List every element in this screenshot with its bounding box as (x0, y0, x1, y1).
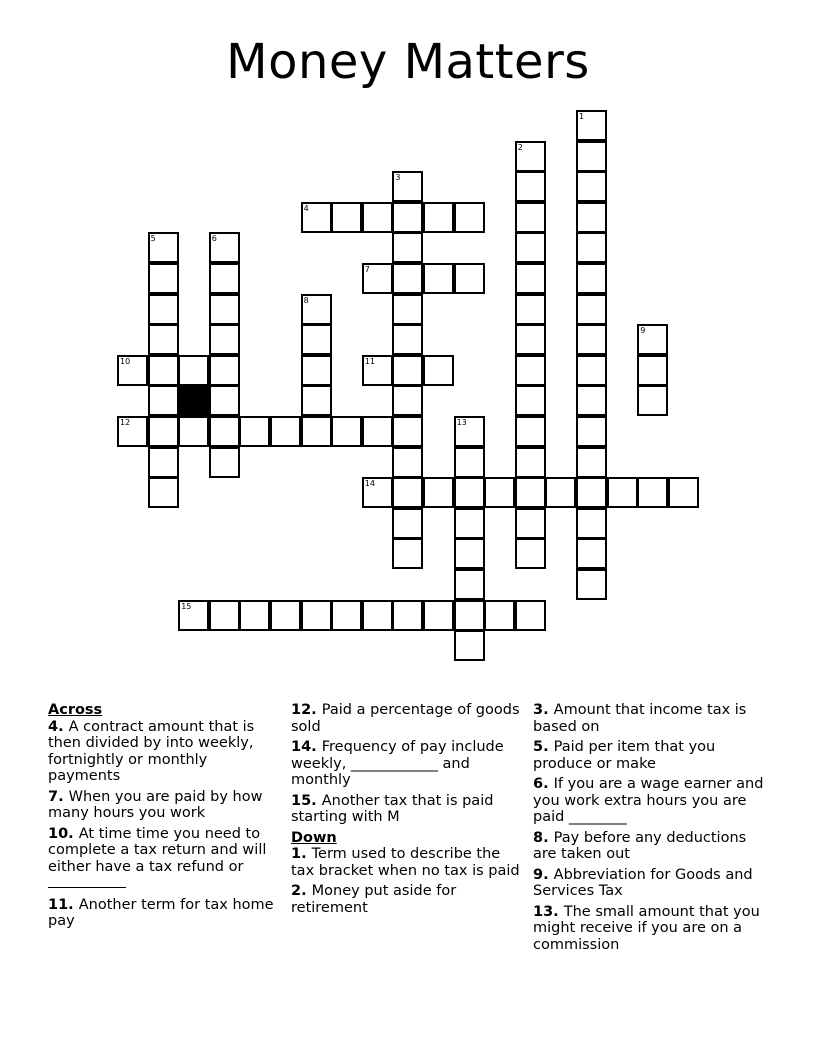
clue-text: The small amount that you might receive if you are on a commission (533, 903, 760, 953)
clue-number-label: 7. (48, 788, 69, 805)
grid-cell[interactable] (148, 294, 179, 325)
grid-cell[interactable] (454, 600, 485, 631)
clue-text: A contract amount that is then divided by into weekly, fortnightly or monthly payments (48, 718, 255, 784)
grid-cell[interactable] (484, 600, 515, 631)
grid-cell[interactable] (423, 477, 454, 508)
grid-cell[interactable] (209, 263, 240, 294)
grid-cell[interactable] (392, 477, 423, 508)
puzzle-title: Money Matters (226, 34, 590, 90)
grid-cell[interactable] (423, 355, 454, 386)
grid-cell[interactable] (392, 538, 423, 569)
clue-text: At time time you need to complete a tax return and will either have a tax refund or (48, 825, 267, 875)
grid-cell[interactable] (515, 600, 546, 631)
down-clue (291, 846, 521, 879)
down-clue (533, 702, 773, 735)
grid-cell[interactable] (637, 385, 668, 416)
grid-cell[interactable] (454, 569, 485, 600)
grid-cell[interactable] (515, 232, 546, 263)
black-cell (178, 385, 209, 416)
grid-cell[interactable] (178, 355, 209, 386)
clue-number-label: 9. (533, 866, 554, 883)
grid-cell[interactable] (392, 171, 423, 202)
grid-cell[interactable] (392, 385, 423, 416)
grid-cell[interactable] (331, 202, 362, 233)
clue-number: 10 (120, 356, 131, 366)
grid-cell[interactable] (209, 447, 240, 478)
grid-cell[interactable] (392, 600, 423, 631)
clue-number-label: 14. (291, 739, 322, 755)
across-clue (291, 793, 521, 826)
grid-cell[interactable] (392, 324, 423, 355)
grid-cell[interactable] (454, 630, 485, 661)
grid-cell[interactable] (209, 416, 240, 447)
clues-column-3 (533, 702, 773, 957)
grid-cell[interactable] (576, 263, 607, 294)
grid-cell[interactable] (239, 416, 270, 447)
grid-cell[interactable] (392, 416, 423, 447)
across-heading: Across (48, 702, 103, 718)
grid-cell[interactable] (117, 355, 148, 386)
across-clue (291, 739, 521, 789)
clue-number-label: 15. (291, 792, 322, 809)
grid-cell[interactable] (209, 232, 240, 263)
grid-cell[interactable] (515, 141, 546, 172)
grid-cell[interactable] (362, 202, 393, 233)
grid-cell[interactable] (576, 447, 607, 478)
grid-cell[interactable] (178, 416, 209, 447)
clue-number: 5 (150, 234, 156, 244)
grid-cell[interactable] (423, 202, 454, 233)
grid-cell[interactable] (576, 141, 607, 172)
grid-cell[interactable] (209, 324, 240, 355)
grid-cell[interactable] (454, 508, 485, 539)
grid-cell[interactable] (362, 600, 393, 631)
clue-text: Abbreviation for Goods and Services Tax (533, 866, 753, 899)
across-clue (48, 897, 282, 930)
grid-cell[interactable] (209, 385, 240, 416)
clue-text: Amount that income tax is based on (533, 702, 747, 735)
grid-cell[interactable] (576, 110, 607, 141)
grid-cell[interactable] (331, 600, 362, 631)
grid-cell[interactable] (576, 508, 607, 539)
clue-number-label: 6. (533, 776, 554, 792)
grid-cell[interactable] (423, 600, 454, 631)
grid-cell[interactable] (270, 416, 301, 447)
clue-number: 7 (364, 265, 370, 274)
clue-text: Money put aside for retirement (291, 883, 457, 916)
grid-cell[interactable] (392, 202, 423, 233)
clue-text: When you are paid by how many hours you work (48, 788, 263, 821)
grid-cell[interactable] (637, 324, 668, 355)
down-clue (533, 830, 773, 863)
clue-number: 1 (579, 112, 585, 121)
grid-cell[interactable] (607, 477, 638, 508)
grid-cell[interactable] (454, 447, 485, 478)
grid-cell[interactable] (392, 355, 423, 386)
grid-cell[interactable] (362, 416, 393, 447)
grid-cell[interactable] (148, 263, 179, 294)
grid-cell[interactable] (270, 600, 301, 631)
grid-cell[interactable] (392, 232, 423, 263)
grid-cell[interactable] (362, 477, 393, 508)
grid-cell[interactable] (515, 171, 546, 202)
grid-cell[interactable] (515, 294, 546, 325)
clue-number-label: 1. (291, 846, 312, 862)
grid-cell[interactable] (576, 232, 607, 263)
across-clue (48, 789, 282, 822)
grid-cell[interactable] (392, 294, 423, 325)
grid-cell[interactable] (454, 263, 485, 294)
grid-cell[interactable] (301, 202, 332, 233)
grid-cell[interactable] (331, 416, 362, 447)
clue-number: 4 (303, 203, 309, 213)
clue-number: 13 (456, 418, 467, 427)
grid-cell[interactable] (178, 600, 209, 631)
grid-cell[interactable] (362, 355, 393, 386)
grid-cell[interactable] (515, 202, 546, 233)
clue-number-label: 4. (48, 718, 69, 735)
grid-cell[interactable] (148, 232, 179, 263)
grid-cell[interactable] (148, 447, 179, 478)
clue-number-label: 12. (291, 702, 322, 718)
clue-text: If you are a wage earner and you work extra hours you are paid ________ (533, 776, 764, 825)
grid-cell[interactable] (454, 477, 485, 508)
clue-number-label: 10. (48, 825, 79, 842)
grid-cell[interactable] (301, 416, 332, 447)
clue-number-label: 3. (533, 702, 554, 718)
grid-cell[interactable] (301, 324, 332, 355)
grid-cell[interactable] (209, 600, 240, 631)
clue-number: 3 (395, 173, 401, 183)
across-clue (48, 826, 282, 893)
grid-cell[interactable] (668, 477, 699, 508)
grid-cell[interactable] (515, 477, 546, 508)
clue-number: 9 (640, 326, 646, 336)
grid-cell[interactable] (301, 600, 332, 631)
grid-cell[interactable] (576, 477, 607, 508)
answer-blank (48, 875, 126, 888)
grid-cell[interactable] (576, 385, 607, 416)
grid-cell[interactable] (148, 416, 179, 447)
clue-number: 15 (181, 601, 192, 611)
grid-cell[interactable] (637, 355, 668, 386)
grid-cell[interactable] (209, 355, 240, 386)
clue-number-label: 8. (533, 829, 554, 846)
grid-cell[interactable] (148, 477, 179, 508)
grid-cell[interactable] (576, 294, 607, 325)
grid-cell[interactable] (576, 538, 607, 569)
clue-text: Another term for tax home pay (48, 896, 274, 929)
grid-cell[interactable] (484, 477, 515, 508)
grid-cell[interactable] (423, 263, 454, 294)
grid-cell[interactable] (515, 508, 546, 539)
down-clue (291, 883, 521, 916)
down-heading: Down (291, 829, 337, 846)
grid-cell[interactable] (576, 324, 607, 355)
grid-cell[interactable] (301, 355, 332, 386)
grid-cell[interactable] (148, 324, 179, 355)
clue-number: 11 (364, 356, 375, 366)
clue-text: Term used to describe the tax bracket when no tax is paid (291, 846, 520, 879)
down-clue (533, 867, 773, 900)
grid-cell[interactable] (576, 416, 607, 447)
clue-number: 8 (303, 295, 309, 305)
clue-number-label: 5. (533, 739, 554, 755)
clue-number-label: 11. (48, 896, 79, 913)
grid-cell[interactable] (392, 508, 423, 539)
clue-text: Paid per item that you produce or make (533, 739, 716, 772)
clue-number: 6 (211, 234, 217, 244)
clue-number-label: 2. (291, 883, 312, 899)
grid-cell[interactable] (545, 477, 576, 508)
grid-cell[interactable] (239, 600, 270, 631)
grid-cell[interactable] (392, 263, 423, 294)
grid-cell[interactable] (301, 294, 332, 325)
grid-cell[interactable] (637, 477, 668, 508)
grid-cell[interactable] (362, 263, 393, 294)
grid-cell[interactable] (454, 416, 485, 447)
across-clue (48, 719, 282, 785)
down-clue (533, 904, 773, 954)
clues-column-1 (48, 702, 282, 934)
grid-cell[interactable] (454, 538, 485, 569)
grid-cell[interactable] (576, 569, 607, 600)
grid-cell[interactable] (454, 202, 485, 233)
grid-cell[interactable] (209, 294, 240, 325)
grid-cell[interactable] (515, 324, 546, 355)
grid-cell[interactable] (515, 447, 546, 478)
grid-cell[interactable] (515, 355, 546, 386)
grid-cell[interactable] (515, 538, 546, 569)
down-clue (533, 739, 773, 772)
clue-number: 2 (517, 142, 523, 152)
clue-number: 12 (120, 418, 131, 427)
clue-number: 14 (364, 479, 375, 489)
grid-cell[interactable] (515, 416, 546, 447)
grid-cell[interactable] (576, 171, 607, 202)
clue-text: Paid a percentage of goods sold (291, 702, 520, 735)
grid-cell[interactable] (515, 263, 546, 294)
grid-cell[interactable] (392, 447, 423, 478)
grid-cell[interactable] (148, 355, 179, 386)
grid-cell[interactable] (117, 416, 148, 447)
clues-column-2 (291, 702, 521, 920)
grid-cell[interactable] (515, 385, 546, 416)
clue-text: Another tax that is paid starting with M (291, 792, 494, 825)
grid-cell[interactable] (148, 385, 179, 416)
clue-text: Frequency of pay include weekly, ____________ and monthly (291, 739, 504, 788)
down-clue (533, 776, 773, 826)
clue-number-label: 13. (533, 903, 564, 920)
grid-cell[interactable] (301, 385, 332, 416)
grid-cell[interactable] (576, 202, 607, 233)
clue-text: Pay before any deductions are taken out (533, 829, 747, 862)
across-clue (291, 702, 521, 735)
grid-cell[interactable] (576, 355, 607, 386)
